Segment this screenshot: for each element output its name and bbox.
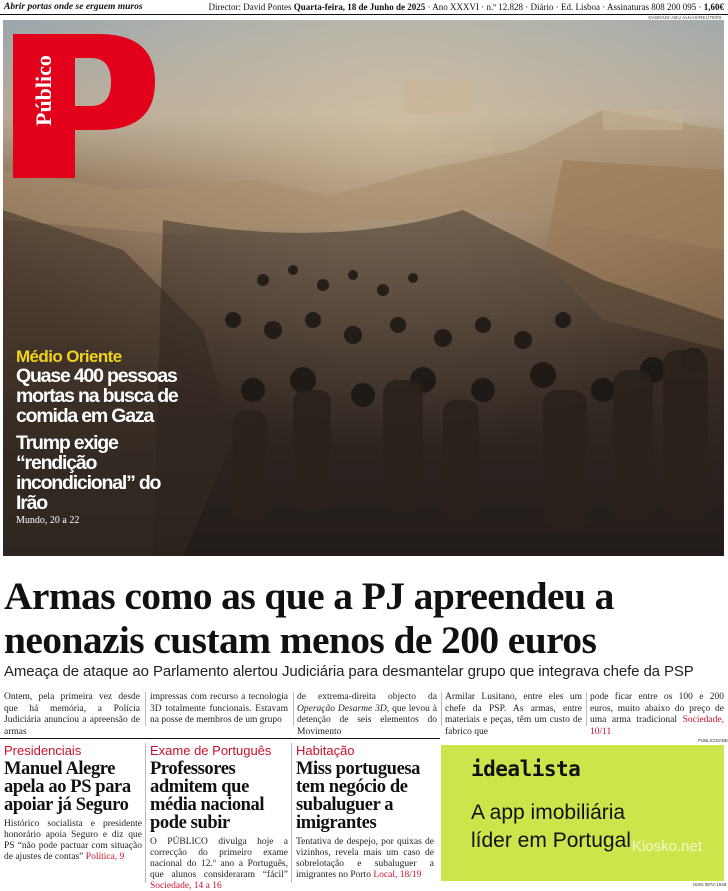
idealista-ad[interactable] — [441, 745, 724, 881]
price: 1,60€ — [703, 2, 724, 12]
story-headline[interactable]: Professores admitem que média nacional pode subir — [150, 759, 265, 833]
publico-logo[interactable] — [13, 34, 155, 178]
lead-column-1: Ontem, pela primeira vez desde que há memória, a Polícia Judiciária anunciou a apreensão de armas — [4, 692, 140, 737]
lead-column-3 — [297, 692, 437, 738]
lead-column-4: Armilar Lusitano, entre eles um chefe da PSP. As armas, entre materiais e peças, têm um custo de fabrico que — [445, 692, 582, 737]
column-divider — [145, 692, 146, 726]
slogan: Abrir portas onde se erguem muros — [4, 2, 143, 12]
ad-label: PUBLICIDADE — [698, 738, 728, 743]
story-habitacao[interactable] — [296, 743, 434, 881]
watermark: Kiosko.net — [631, 838, 702, 855]
story-page-ref: Política, 9 — [85, 852, 125, 862]
story-kicker: Exame de Português — [150, 743, 272, 758]
issue-details — [209, 2, 725, 12]
story-body-text: Tentativa de despejo, por quixas de vizinhos, revela mais um caso de sobrelotação e subaluguer a imigrantes no Porto — [296, 837, 434, 880]
lead-headline[interactable]: Armas como as que a PJ apreendeu a neonazis custam menos de 200 euros — [4, 574, 614, 662]
story-kicker: Habitação — [296, 743, 355, 758]
story-body — [4, 819, 142, 863]
story-body — [150, 837, 288, 891]
story-presidenciais[interactable] — [4, 743, 142, 863]
masthead-rule — [0, 14, 728, 15]
teaser-headline-iran[interactable]: Trump exige “rendição incondicional” do Irão — [16, 432, 161, 514]
story-body — [296, 837, 434, 881]
column-divider — [586, 692, 587, 726]
col3-text-b: , que levou à detenção de seis elementos do Movimento — [297, 703, 437, 737]
story-body-text: Histórico socialista e presidente honorário apoia Seguro e diz que PS “não pode pactuar com situação de ajustes de contas” — [4, 819, 142, 862]
teaser-headline-gaza[interactable]: Quase 400 pessoas mortas na busca de comida em Gaza — [16, 365, 178, 427]
logo-wordmark: Público — [31, 55, 56, 126]
story-headline[interactable]: Manuel Alegre apela ao PS para apoiar já Seguro — [4, 759, 131, 815]
photo-teaser[interactable] — [16, 347, 186, 526]
lead-column-2: impressas com recurso a tecnologia 3D totalmente funcionais. Estavam na posse de membros de um grupo — [150, 692, 288, 725]
lead-page-ref: Sociedade, 10/11 — [590, 715, 724, 737]
story-exame-portugues[interactable] — [150, 743, 288, 891]
lead-standfirst: Ameaça de ataque ao Parlamento alertou Judiciária para desmantelar grupo que integrava chefe da PSP — [4, 663, 694, 680]
director: Director: David Pontes — [208, 2, 292, 12]
section-rule — [0, 738, 440, 739]
col5-text: pode ficar entre os 100 e 200 euros, muito abaixo do preço de uma arma tradicional — [590, 692, 724, 725]
ad-tagline-line1: A app imobiliária — [471, 801, 626, 824]
teaser-page-ref: Mundo, 20 a 22 — [16, 515, 80, 526]
column-divider — [293, 692, 294, 726]
story-page-ref: Sociedade, 14 a 16 — [150, 881, 222, 891]
story-page-ref: Local, 18/19 — [373, 870, 422, 880]
story-headline[interactable]: Miss portuguesa tem negócio de subaluguer a imigrantes — [296, 759, 421, 833]
issn: ISSN 0872-1548 — [693, 882, 727, 887]
column-divider — [441, 692, 442, 726]
story-body-text: O PÚBLICO divulga hoje a correcção do primeiro exame nacional do 12.º ano a Português, que alunos consideraram “fácil” — [150, 837, 288, 880]
column-divider — [145, 743, 146, 883]
masthead-bar — [4, 0, 724, 14]
ad-tagline — [471, 799, 631, 855]
story-kicker: Presidenciais — [4, 743, 82, 758]
issue-date: Quarta-feira, 18 de Junho de 2025 — [293, 2, 426, 12]
ad-brand: idealista — [471, 757, 581, 781]
issue-info: · Ano XXXVI · n.º 12.828 · Diário · Ed. Lisboa · Assinaturas 808 200 095 · — [427, 2, 702, 12]
photo-credit: DAWOUD ABU ALKAS/REUTERS — [648, 15, 722, 20]
teaser-kicker: Médio Oriente — [16, 347, 122, 366]
column-divider — [291, 743, 292, 883]
lead-column-5 — [590, 692, 724, 738]
col3-text-a: de extrema-direita objecto da — [297, 692, 437, 702]
ad-tagline-line2: líder em Portugal — [471, 829, 631, 852]
operation-name: Operação Desarme 3D — [297, 703, 387, 714]
